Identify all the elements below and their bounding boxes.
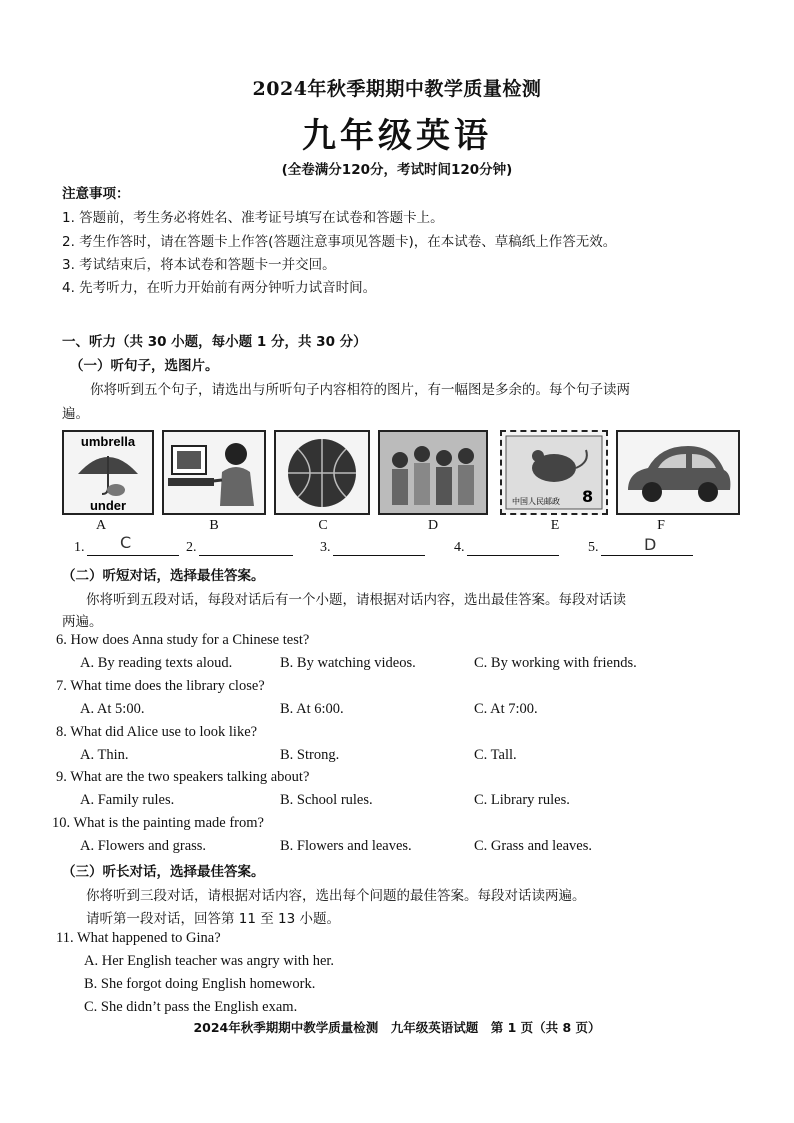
q6-option-c[interactable]: C. By working with friends. xyxy=(474,655,637,671)
question-6: 6. How does Anna study for a Chinese test? xyxy=(56,632,310,648)
picture-letter-a: A xyxy=(95,518,107,533)
part3-instruction: 你将听到三段对话，请根据对话内容，选出每个问题的最佳答案。每段对话读两遍。 xyxy=(86,888,586,904)
answer-blank-5[interactable]: 5. xyxy=(588,540,693,556)
basketball-image xyxy=(276,432,368,513)
q7-option-c[interactable]: C. At 7:00. xyxy=(474,701,538,717)
section1-heading: 一、听力（共 30 小题，每小题 1 分，共 30 分） xyxy=(62,334,367,350)
car-image xyxy=(618,432,738,513)
part2-heading: （二）听短对话，选择最佳答案。 xyxy=(62,568,265,584)
answer-blank-3[interactable]: 3. xyxy=(320,540,425,556)
q11-option-c[interactable]: C. She didn’t pass the English exam. xyxy=(84,999,298,1015)
question-7: 7. What time does the library close? xyxy=(56,678,265,694)
q7-option-b[interactable]: B. At 6:00. xyxy=(280,701,344,717)
part1-instruction-cont: 遍。 xyxy=(62,406,89,422)
answer-blank-1[interactable]: 1. xyxy=(74,540,179,556)
exam-meta: (全卷满分120分，考试时间120分钟) xyxy=(281,162,513,178)
picture-a-bottom-text: under xyxy=(89,498,127,513)
picture-a xyxy=(62,430,154,515)
q9-option-c[interactable]: C. Library rules. xyxy=(474,792,570,808)
picture-b xyxy=(162,430,266,515)
picture-e xyxy=(500,430,608,515)
note-item-4: 4. 先考听力，在听力开始前有两分钟听力试音时间。 xyxy=(62,280,377,296)
computer-user-image xyxy=(164,432,264,513)
q9-option-b[interactable]: B. School rules. xyxy=(280,792,373,808)
picture-d xyxy=(378,430,488,515)
q9-option-a[interactable]: A. Family rules. xyxy=(80,792,175,808)
picture-letter-f: F xyxy=(657,518,665,533)
stamp-value-text: 8 xyxy=(582,487,594,506)
group-photo-image xyxy=(380,432,486,513)
q10-option-b[interactable]: B. Flowers and leaves. xyxy=(280,838,412,854)
q6-option-a[interactable]: A. By reading texts aloud. xyxy=(80,655,233,671)
answer-blank-4[interactable]: 4. xyxy=(454,540,559,556)
question-11: 11. What happened to Gina? xyxy=(56,930,221,946)
q11-option-a[interactable]: A. Her English teacher was angry with her. xyxy=(84,953,335,969)
q7-option-a[interactable]: A. At 5:00. xyxy=(80,701,145,717)
part3-heading: （三）听长对话，选择最佳答案。 xyxy=(62,864,265,880)
stamp-country-text: 中国人民邮政 xyxy=(512,497,560,506)
part2-instruction: 你将听到五段对话，每段对话后有一个小题，请根据对话内容，选出最佳答案。每段对话读 xyxy=(86,592,626,608)
q8-option-b[interactable]: B. Strong. xyxy=(280,747,340,763)
stamp-image xyxy=(502,432,606,513)
subject-title: 九年级英语 xyxy=(302,116,492,156)
picture-f xyxy=(616,430,740,515)
umbrella-image xyxy=(64,432,152,513)
picture-letter-b: B xyxy=(209,518,219,533)
exam-title: 2024年秋季期期中教学质量检测 xyxy=(252,78,542,100)
note-item-2: 2. 考生作答时，请在答题卡上作答(答题注意事项见答题卡)，在本试卷、草稿纸上作答无效。 xyxy=(62,234,617,250)
q11-option-b[interactable]: B. She forgot doing English homework. xyxy=(84,976,316,992)
q10-option-c[interactable]: C. Grass and leaves. xyxy=(474,838,592,854)
notes-heading: 注意事项： xyxy=(62,186,130,202)
part1-heading: （一）听句子，选图片。 xyxy=(70,358,219,374)
part3-instruction-cont: 请听第一段对话，回答第 11 至 13 小题。 xyxy=(86,911,341,927)
note-item-1: 1. 答题前，考生务必将姓名、准考证号填写在试卷和答题卡上。 xyxy=(62,210,444,226)
question-9: 9. What are the two speakers talking about? xyxy=(56,769,310,785)
page-footer: 2024年秋季期期中教学质量检测 九年级英语试题 第 1 页（共 8 页） xyxy=(193,1020,601,1035)
part2-instruction-cont: 两遍。 xyxy=(62,614,103,630)
part1-instruction: 你将听到五个句子，请选出与所听句子内容相符的图片，有一幅图是多余的。每个句子读两 xyxy=(90,382,630,398)
picture-letter-d: D xyxy=(427,518,439,533)
handwritten-answer-5: D xyxy=(644,535,657,554)
handwritten-answer-1: C xyxy=(120,533,132,552)
picture-c xyxy=(274,430,370,515)
q8-option-c[interactable]: C. Tall. xyxy=(474,747,517,763)
picture-a-top-text: umbrella xyxy=(80,434,136,449)
answer-blank-2[interactable]: 2. xyxy=(186,540,293,556)
question-10: 10. What is the painting made from? xyxy=(52,815,264,831)
q6-option-b[interactable]: B. By watching videos. xyxy=(280,655,416,671)
question-8: 8. What did Alice use to look like? xyxy=(56,724,258,740)
q8-option-a[interactable]: A. Thin. xyxy=(80,747,129,763)
note-item-3: 3. 考试结束后，将本试卷和答题卡一并交回。 xyxy=(62,257,336,273)
q10-option-a[interactable]: A. Flowers and grass. xyxy=(80,838,207,854)
picture-letter-e: E xyxy=(550,518,560,533)
picture-letter-c: C xyxy=(318,518,328,533)
